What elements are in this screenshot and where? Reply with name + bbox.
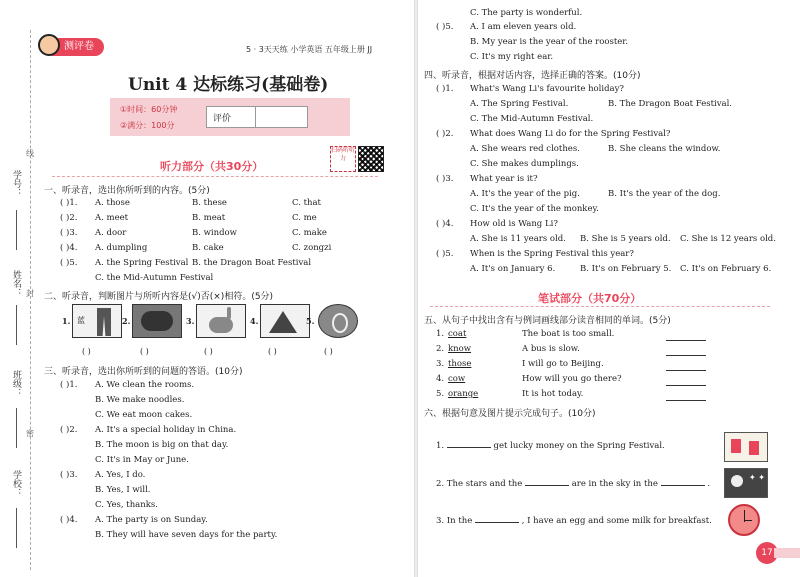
page-fold: [414, 0, 418, 577]
s4-q5-num[interactable]: ( )5.: [436, 249, 454, 259]
s3-q1-a: A. We clean the rooms.: [95, 380, 195, 390]
s3-q5-num[interactable]: ( )5.: [436, 22, 454, 32]
s3-q5-c: C. It's my right ear.: [470, 52, 554, 62]
name-label: 姓名：: [11, 270, 21, 297]
s1-q3-b: B. window: [192, 228, 237, 238]
s4-q2-b: B. She cleans the window.: [608, 144, 721, 154]
s3-q4-a: A. The party is on Sunday.: [95, 515, 208, 525]
s1-q5-num[interactable]: ( )5.: [60, 258, 78, 268]
s6-q3: [436, 516, 712, 526]
s3-q3-a: A. Yes, I do.: [95, 470, 146, 480]
s3-q1-b: B. We make noodles.: [95, 395, 185, 405]
s5-word-1: coat: [448, 329, 467, 339]
s4-q4-b: B. She is 5 years old.: [580, 234, 671, 244]
s5-num-4: 4.: [436, 374, 445, 384]
s4-q2-c: C. She makes dumplings.: [470, 159, 579, 169]
s5-sentence-4: How will you go there?: [522, 374, 622, 384]
s4-q2-text: What does Wang Li do for the Spring Festival?: [470, 129, 671, 139]
s5-answer-2[interactable]: [666, 355, 706, 356]
s4-q2-a: A. She wears red clothes.: [470, 144, 580, 154]
s1-q1-num[interactable]: ( )1.: [60, 198, 78, 208]
s4-q5-a: A. It's on January 6.: [470, 264, 556, 274]
s2-num-5: 5.: [306, 316, 315, 326]
page-title: Unit 4 达标练习(基础卷): [128, 75, 329, 95]
s6-q3-text: , I have an egg and some milk for breakfast.: [521, 516, 712, 526]
cut-mark-seal: 封: [26, 289, 34, 298]
s4-q3-a: A. It's the year of the pig.: [470, 189, 580, 199]
s1-q2-c: C. me: [292, 213, 317, 223]
s3-q5-b: B. My year is the year of the rooster.: [470, 37, 629, 47]
s3-q2-b: B. The moon is big on that day.: [95, 440, 229, 450]
star-icon: ✦ ✦: [749, 473, 765, 482]
s1-q3-a: A. door: [95, 228, 127, 238]
s1-q3-num[interactable]: ( )3.: [60, 228, 78, 238]
student-number-line: [16, 210, 17, 250]
cut-mark-secret: 密: [26, 429, 34, 438]
s5-num-3: 3.: [436, 359, 445, 369]
rabbit-picture: [196, 304, 246, 338]
s4-q3-b: B. It's the year of the dog.: [608, 189, 721, 199]
s3-q5-a: A. I am eleven years old.: [470, 22, 577, 32]
clock-picture: [318, 304, 358, 338]
qr-code-icon[interactable]: [358, 146, 384, 172]
s5-word-4: cow: [448, 374, 466, 384]
s5-answer-5[interactable]: [666, 400, 706, 401]
pic1-label: 蓝: [77, 316, 85, 325]
s4-q3-num[interactable]: ( )3.: [436, 174, 454, 184]
score-label: ②满分：100分: [120, 121, 175, 130]
s1-q5-c: C. the Mid-Autumn Festival: [95, 273, 214, 283]
binding-strip: [6, 30, 36, 570]
s3-q3-b: B. Yes, I will.: [95, 485, 151, 495]
time-label: ①时间：60分钟: [120, 105, 178, 114]
s5-num-1: 1.: [436, 329, 445, 339]
s6-q1-pre: 1.: [436, 441, 445, 451]
s6-q2-text: are in the sky in the: [571, 479, 658, 489]
s4-q4-c: C. She is 12 years old.: [680, 234, 776, 244]
s5-sentence-5: It is hot today.: [522, 389, 584, 399]
s3-q2-num[interactable]: ( )2.: [60, 425, 78, 435]
trousers-icon: [97, 308, 111, 336]
section4-heading: 四、听录音，根据对话内容，选择正确的答案。(10分): [424, 71, 641, 81]
s3-q1-num[interactable]: ( )1.: [60, 380, 78, 390]
s4-q1-num[interactable]: ( )1.: [436, 84, 454, 94]
s3-q2-a: A. It's a special holiday in China.: [95, 425, 237, 435]
cow-icon: [141, 311, 173, 331]
moon-icon: [731, 475, 743, 487]
s6-q2-blank-1[interactable]: [525, 485, 569, 486]
lucky-money-picture: [724, 432, 768, 462]
s6-q2-pre: 2. The stars and the: [436, 479, 523, 489]
s3-q3-c: C. Yes, thanks.: [95, 500, 158, 510]
s6-q3-blank[interactable]: [475, 522, 519, 523]
section5-heading: 五、从句子中找出含有与例词画线部分读音相同的单词。(5分): [424, 316, 671, 326]
s4-q3-c: C. It's the year of the monkey.: [470, 204, 599, 214]
s6-q1: [436, 441, 665, 451]
s4-q1-c: C. The Mid-Autumn Festival.: [470, 114, 594, 124]
s4-q5-c: C. It's on February 6.: [680, 264, 772, 274]
s1-q4-c: C. zongzi: [292, 243, 332, 253]
moon-stars-picture: [724, 468, 768, 498]
rabbit-icon: [209, 317, 233, 333]
s6-q3-pre: 3. In the: [436, 516, 473, 526]
s5-word-5: orange: [448, 389, 479, 399]
class-label: 班级：: [11, 370, 21, 397]
cow-picture: [132, 304, 182, 338]
s2-answer-5[interactable]: ( ): [324, 347, 333, 356]
listening-title: 听力部分（共30分）: [160, 160, 264, 173]
test-badge: 测评卷: [44, 38, 104, 56]
s4-q4-a: A. She is 11 years old.: [470, 234, 566, 244]
s4-q4-text: How old is Wang Li?: [470, 219, 558, 229]
s5-word-2: know: [448, 344, 472, 354]
s4-q5-text: When is the Spring Festival this year?: [470, 249, 634, 259]
s2-answer-1[interactable]: ( ): [82, 347, 91, 356]
s1-q2-a: A. meet: [95, 213, 129, 223]
book-info: 5 · 3天天练 小学英语 五年级上册 JJ: [246, 45, 373, 54]
s2-answer-3[interactable]: ( ): [204, 347, 213, 356]
s5-sentence-3: I will go to Beijing.: [522, 359, 604, 369]
s4-q1-b: B. The Dragon Boat Festival.: [608, 99, 733, 109]
trousers-picture: [72, 304, 122, 338]
s3-q4-c: C. The party is wonderful.: [470, 8, 583, 18]
clock-icon: [728, 504, 760, 536]
s3-q3-num[interactable]: ( )3.: [60, 470, 78, 480]
s1-q5-b: B. the Dragon Boat Festival: [192, 258, 312, 268]
grade-box: [206, 106, 308, 128]
s1-q4-b: B. cake: [192, 243, 224, 253]
s6-q2: [436, 479, 710, 489]
s4-q1-text: What's Wang Li's favourite holiday?: [470, 84, 624, 94]
s2-answer-4[interactable]: ( ): [268, 347, 277, 356]
s6-q2-post: .: [707, 479, 711, 489]
cut-mark-line: 线: [26, 149, 34, 158]
s1-q1-c: C. that: [292, 198, 321, 208]
s2-answer-2[interactable]: ( ): [140, 347, 149, 356]
s6-q2-blank-2[interactable]: [661, 485, 705, 486]
s4-q3-text: What year is it?: [470, 174, 538, 184]
s2-num-2: 2.: [122, 316, 131, 326]
page-number: 17: [756, 542, 778, 564]
school-line: [16, 508, 17, 548]
zongzi-picture: [260, 304, 310, 338]
written-title: 笔试部分（共70分）: [538, 292, 642, 305]
s6-q1-blank[interactable]: [447, 447, 491, 448]
s1-q5-a: A. the Spring Festival: [95, 258, 189, 268]
s4-q2-num[interactable]: ( )2.: [436, 129, 454, 139]
s3-q1-c: C. We eat moon cakes.: [95, 410, 193, 420]
s3-q4-num[interactable]: ( )4.: [60, 515, 78, 525]
name-line: [16, 305, 17, 345]
s5-word-3: those: [448, 359, 472, 369]
class-line: [16, 408, 17, 448]
s5-num-2: 2.: [436, 344, 445, 354]
s5-answer-3[interactable]: [666, 370, 706, 371]
listen-stamp: 扫码听听力: [330, 146, 356, 172]
student-number-label: 学号：: [11, 170, 21, 197]
section2-heading: 二、听录音，判断图片与所听内容是(√)否(×)相符。(5分): [44, 292, 274, 302]
s5-answer-1[interactable]: [666, 340, 706, 341]
s5-sentence-1: The boat is too small.: [522, 329, 615, 339]
section1-heading: 一、听录音，选出你所听到的内容。(5分): [44, 186, 210, 196]
s5-answer-4[interactable]: [666, 385, 706, 386]
s5-num-5: 5.: [436, 389, 445, 399]
grade-label: 评价: [213, 114, 232, 124]
time-score-box: [110, 98, 350, 136]
s4-q5-b: B. It's on February 5.: [580, 264, 672, 274]
s2-num-4: 4.: [250, 316, 259, 326]
s2-num-1: 1.: [62, 316, 71, 326]
s2-num-3: 3.: [186, 316, 195, 326]
s1-q2-b: B. meat: [192, 213, 226, 223]
mascot-icon: [38, 34, 60, 56]
school-label: 学校：: [11, 470, 21, 497]
section3-heading: 三、听录音，选出你所听到的问题的答语。(10分): [44, 367, 243, 377]
s1-q1-a: A. those: [95, 198, 130, 208]
page-corner: [774, 548, 800, 558]
s4-q1-a: A. The Spring Festival.: [470, 99, 569, 109]
s1-q2-num[interactable]: ( )2.: [60, 213, 78, 223]
s3-q2-c: C. It's in May or June.: [95, 455, 189, 465]
s6-q1-text: get lucky money on the Spring Festival.: [493, 441, 665, 451]
s1-q4-a: A. dumpling: [95, 243, 148, 253]
section6-heading: 六、根据句意及图片提示完成句子。(10分): [424, 409, 596, 419]
s4-q4-num[interactable]: ( )4.: [436, 219, 454, 229]
red-envelope-icon: [731, 439, 741, 453]
clock-icon: [332, 313, 348, 333]
s5-sentence-2: A bus is slow.: [522, 344, 580, 354]
s3-q4-b: B. They will have seven days for the party.: [95, 530, 278, 540]
s1-q3-c: C. make: [292, 228, 327, 238]
s1-q4-num[interactable]: ( )4.: [60, 243, 78, 253]
zongzi-icon: [269, 311, 297, 333]
s1-q1-b: B. these: [192, 198, 227, 208]
cut-line: [30, 30, 31, 570]
